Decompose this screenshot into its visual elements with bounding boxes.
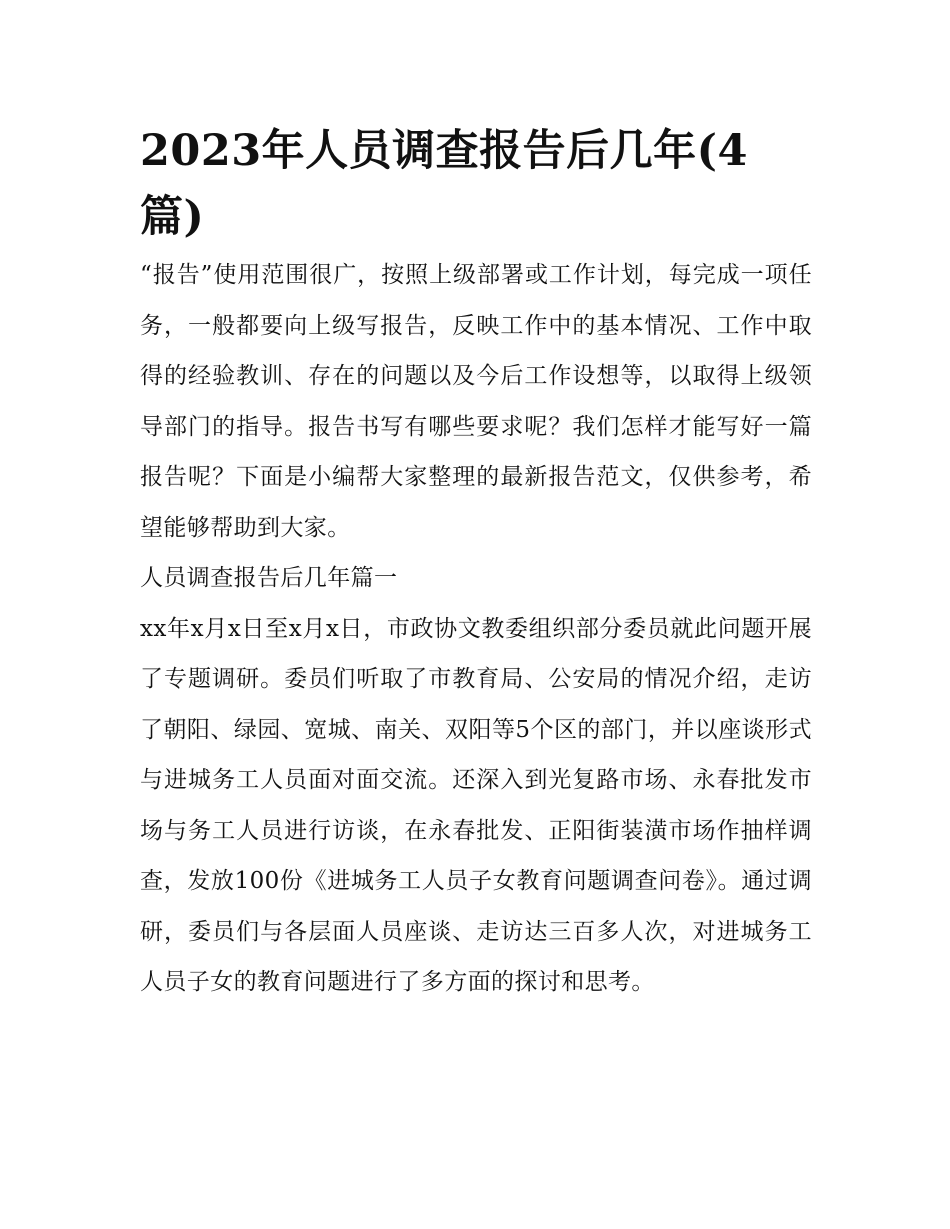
document-title: 2023年人员调查报告后几年(4篇) (140, 126, 748, 242)
body-paragraph: xx年x月x日至x月x日，市政协文教委组织部分委员就此问题开展了专题调研。委员们听取了市教育局、公安局的情况介绍，走访了朝阳、绿园、宽城、南关、双阳等5个区的部门，并以座谈形式与进城务工人员面对面交流。还深入到光复路市场、永春批发市场与务工人员进行访谈，在永春批发、正阳街装潢市场作抽样调查，发放100份《进城务工人员子女教育问题调查问卷》。通过调研，委员们与各层面人员座谈、走访达三百多人次，对进城务工人员子女的教育问题进行了多方面的探讨和思考。 (140, 615, 812, 995)
intro-paragraph: “报告”使用范围很广，按照上级部署或工作计划，每完成一项任务，一般都要向上级写报告，反映工作中的基本情况、工作中取得的经验教训、存在的问题以及今后工作设想等，以取得上级领导部门的指导。报告书写有哪些要求呢？我们怎样才能写好一篇报告呢？下面是小编帮大家整理的最新报告范文，仅供参考，希望能够帮助到大家。 (140, 262, 812, 541)
document-page (140, 118, 812, 1008)
section-heading: 人员调查报告后几年篇一 (140, 565, 398, 591)
